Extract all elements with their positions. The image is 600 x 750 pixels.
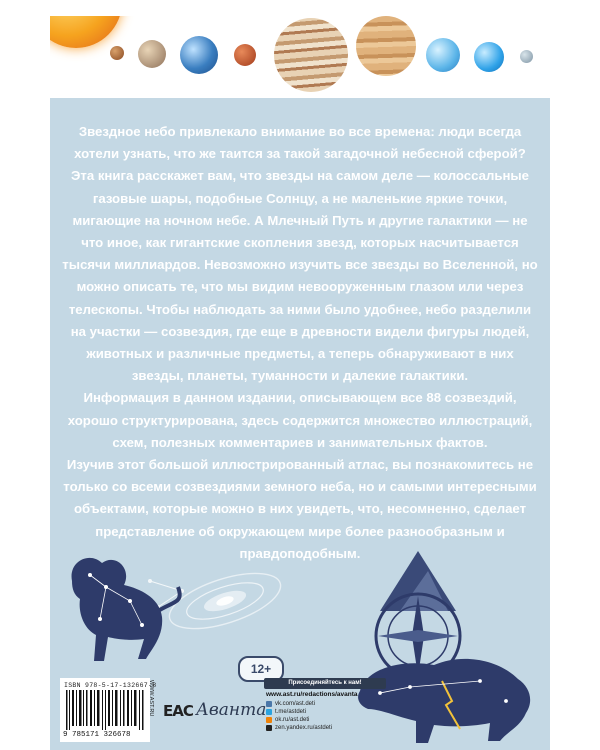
telegram-icon xyxy=(266,709,272,715)
zen-icon xyxy=(266,725,272,731)
social-link-text: zen.yandex.ru/astdeti xyxy=(275,725,333,731)
description-paragraph-2: Информация в данном издании, описывающем все 88 созвездий, хорошо структурирована, здесь содержится множество иллюстраций, схем, полезных комментариев и занимательных фактов. xyxy=(67,390,533,450)
mars-illustration xyxy=(234,44,256,66)
social-link-telegram[interactable] xyxy=(266,708,386,716)
lion-constellation-illustration xyxy=(72,558,180,661)
social-link-odnoklassniki[interactable] xyxy=(266,716,386,724)
pluto-illustration xyxy=(520,50,533,63)
sun-illustration xyxy=(50,16,122,48)
back-cover xyxy=(50,16,550,750)
barcode-digits: 9 785171 326678 xyxy=(63,731,131,739)
social-link-text: ok.ru/ast.deti xyxy=(275,717,310,723)
age-rating-badge: 12+ xyxy=(238,656,284,682)
publisher-site-link[interactable]: www.ast.ru/redactions/avanta xyxy=(266,691,358,698)
planets-strip xyxy=(50,16,550,98)
venus-illustration xyxy=(138,40,166,68)
social-link-zen[interactable] xyxy=(266,724,386,732)
compass-mountains-illustration xyxy=(376,551,460,678)
social-link-vk[interactable] xyxy=(266,700,386,708)
galaxy-illustration xyxy=(163,562,287,640)
avanta-logo: Аванта xyxy=(196,700,267,720)
description-text xyxy=(62,121,538,565)
isbn: ISBN 978-5-17-132667-8 xyxy=(64,682,157,689)
join-us-label: Присоединяйтесь к нам! xyxy=(264,678,386,689)
eac-certification-mark: EAC xyxy=(163,702,193,720)
social-block xyxy=(264,678,386,740)
description-paragraph-1: Звездное небо привлекало внимание во все времена: люди всегда хотели узнать, что же таится за такой загадочной небесной сферой? Эта книга расскажет вам, что звезды на самом деле — колоссальные газовые шары, подобные Солнцу, а не маленькие яркие точки, мигающие на ночном небе. А Млечный Путь и другие галактики — не что иное, как гигантские скопления звезд, которых насчитывается тысячи миллиардов. Невозможно изучить все звезды во Вселенной, но можно описать те, что мы видим невооруженным глазом или через телескопы. Чтобы наблюдать за ними было удобнее, небо разделили на участки — созвездия, где еще в древности видели фигуры людей, животных и различные предметы, а теперь обнаруживают в них звезды, планеты, туманности и далекие галактики. xyxy=(62,124,538,384)
saturn-illustration xyxy=(356,16,416,76)
description-paragraph-3: Изучив этот большой иллюстрированный атлас, вы познакомитесь не только со всеми созвездиями земного неба, но и самыми интересными объектами, которые можно в них увидеть, что, несомненно, сделает представление об окружающем мире более разнообразным и правдоподобным. xyxy=(63,457,537,561)
odnoklassniki-icon xyxy=(266,717,272,723)
publisher-website-vertical: WWW.AST.RU xyxy=(148,680,154,717)
social-link-text: vk.com/ast.deti xyxy=(275,701,316,707)
neptune-illustration xyxy=(474,42,504,72)
vk-icon xyxy=(266,701,272,707)
earth-illustration xyxy=(180,36,218,74)
mercury-illustration xyxy=(110,46,124,60)
jupiter-illustration xyxy=(274,18,348,92)
social-link-text: t.me/astdeti xyxy=(275,709,307,715)
uranus-illustration xyxy=(426,38,460,72)
